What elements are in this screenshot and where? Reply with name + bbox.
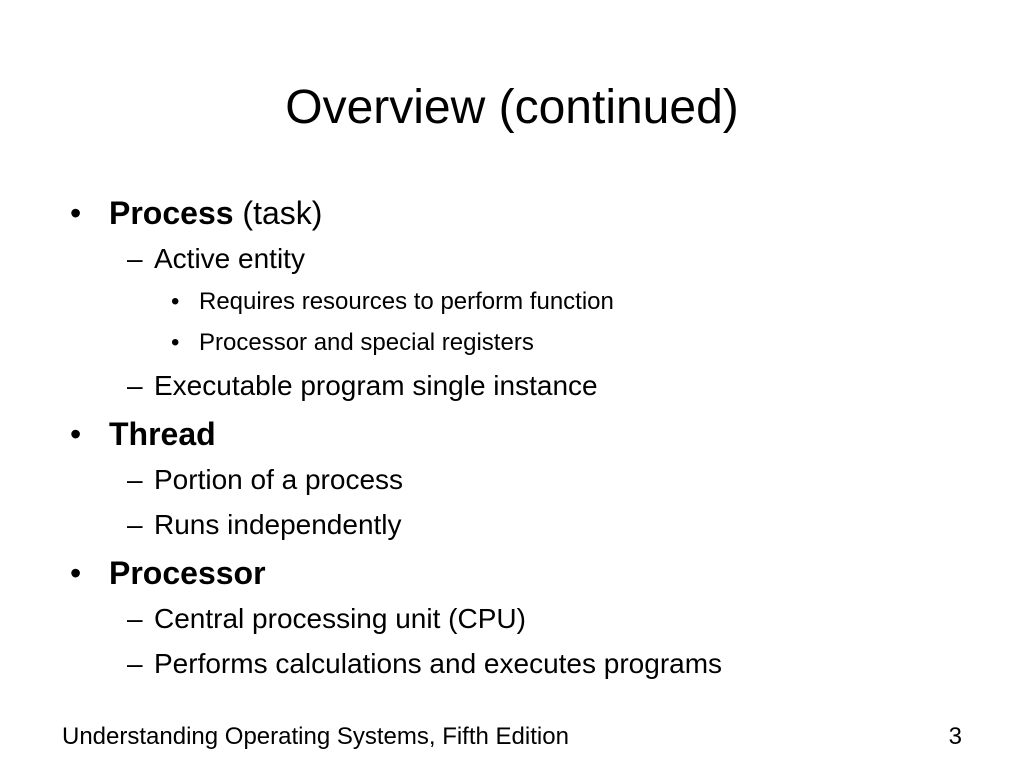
subbullet-active-entity: Active entity <box>154 243 305 274</box>
bullet-marker: • <box>171 329 180 356</box>
bullet-marker: • <box>70 416 82 452</box>
term-processor: Processor <box>109 555 266 591</box>
subsubbullet-requires-resources: Requires resources to perform function <box>199 288 614 315</box>
page-number: 3 <box>948 723 962 750</box>
subbullet-executable-program: Executable program single instance <box>154 370 598 401</box>
bullet-marker: • <box>171 288 180 315</box>
bullet-marker: • <box>70 555 82 591</box>
subbullet-portion-of-process: Portion of a process <box>154 464 404 495</box>
term-process: Process <box>109 195 234 231</box>
term-thread: Thread <box>109 416 216 452</box>
bullet-process <box>109 194 322 232</box>
dash-marker: – <box>127 603 143 634</box>
dash-marker: – <box>127 243 143 274</box>
subsubbullet-processor-registers: Processor and special registers <box>199 329 534 356</box>
footer-book-title: Understanding Operating Systems, Fifth Edition <box>62 723 569 750</box>
dash-marker: – <box>127 509 143 540</box>
subbullet-calculations: Performs calculations and executes programs <box>154 648 723 679</box>
dash-marker: – <box>127 648 143 679</box>
subbullet-cpu: Central processing unit (CPU) <box>154 603 526 634</box>
dash-marker: – <box>127 370 143 401</box>
subbullet-runs-independently: Runs independently <box>154 509 402 540</box>
dash-marker: – <box>127 464 143 495</box>
term-process-note: (task) <box>233 195 323 231</box>
bullet-marker: • <box>70 195 82 231</box>
slide-title: Overview (continued) <box>285 81 739 134</box>
